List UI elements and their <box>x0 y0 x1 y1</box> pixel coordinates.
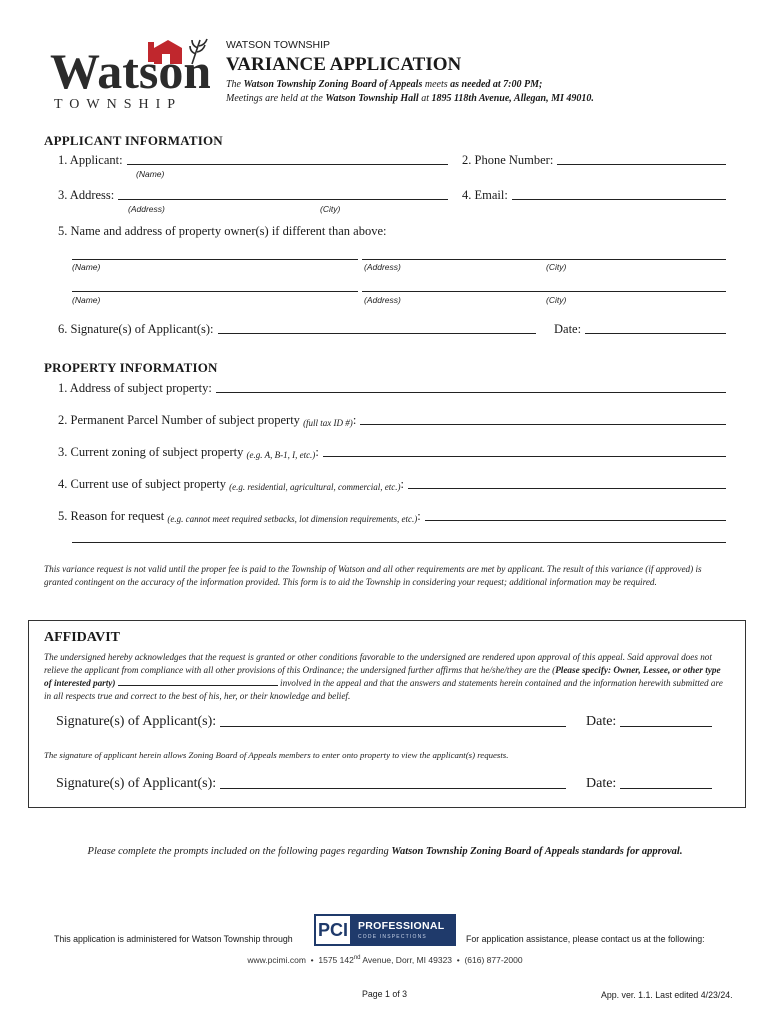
signature-label: 6. Signature(s) of Applicant(s): <box>58 322 214 336</box>
org-name: WATSON TOWNSHIP <box>226 39 331 51</box>
address-field[interactable] <box>58 188 448 203</box>
property-entry-note: The signature of applicant herein allows Zoning Board of Appeals members to enter onto property to view the applicant(s) requests. <box>44 750 509 760</box>
page-number: Page 1 of 3 <box>362 989 407 999</box>
pci-subtitle: CODE INSPECTIONS <box>358 934 427 940</box>
property-address-field[interactable]: 1. Address of subject property: <box>58 381 726 396</box>
email-field[interactable] <box>462 188 726 203</box>
current-zoning-field[interactable]: 3. Current zoning of subject property (e.g. A, B-1, I, etc.) : <box>58 445 726 460</box>
applicant-info-heading: APPLICANT INFORMATION <box>44 133 223 148</box>
owner-name-line-2[interactable] <box>72 291 358 292</box>
assistance-text: For application assistance, please contact us at the following: <box>466 934 705 944</box>
parcel-number-field[interactable]: 2. Permanent Parcel Number of subject property (full tax ID #) : <box>58 413 726 428</box>
property-info-heading: PROPERTY INFORMATION <box>44 360 218 375</box>
affidavit-signature-field-2[interactable]: Signature(s) of Applicant(s): <box>56 776 566 792</box>
owner-prompt: 5. Name and address of property owner(s) if different than above: <box>58 224 387 238</box>
page-title: VARIANCE APPLICATION <box>226 54 462 75</box>
owner-address-line-2[interactable] <box>362 291 726 292</box>
administered-text: This application is administered for Watson Township through <box>54 934 293 944</box>
logo-wordmark: Watson <box>50 43 210 99</box>
date-label: Date: <box>554 322 582 336</box>
address-sublabel: (Address) <box>128 204 165 214</box>
validity-note: This variance request is not valid until the proper fee is paid to the Township of Watson and all other requirements are met by applicant. The result of this variance (if approved) is granted contingent on the accuracy of the information provided. This form is to aid the Township in considering your request; additional information may be required. <box>44 564 702 587</box>
address-label: 3. Address: <box>58 188 115 202</box>
current-use-field[interactable]: 4. Current use of subject property (e.g. residential, agricultural, commercial, etc.) : <box>58 477 726 492</box>
affidavit-text: The undersigned hereby acknowledges that the request is granted or other conditions favorable to the undersigned are rendered upon approval of this appeal. Said approval does not relieve the applicant from compliance with all other provisions of this Ordinance; the undersigned further affirms that he/she/they are the (Please specify: Owner, Lessee, or other type of interested party) involved in the appeal and that the answers and statements herein contained and the information herewith submitted are in all respects true and correct to the best of his, her, or their knowledge and belief. <box>44 652 723 701</box>
website-link[interactable]: www.pcimi.com <box>247 955 306 965</box>
owner-name-line-1[interactable] <box>72 259 358 260</box>
pci-phone: (616) 877-2000 <box>464 955 523 965</box>
pci-mark: PCI <box>314 914 352 946</box>
owner-name-sublabel-2: (Name) <box>72 295 101 305</box>
signature-date-field[interactable] <box>554 322 726 337</box>
watson-township-logo <box>50 34 210 114</box>
affidavit-date-field[interactable]: Date: <box>586 714 712 730</box>
owner-address-sublabel-2: (Address) <box>364 295 401 305</box>
interested-party-line[interactable] <box>118 685 278 686</box>
city-sublabel: (City) <box>320 204 341 214</box>
affidavit-date-field-2[interactable]: Date: <box>586 776 712 792</box>
logo-subword: TOWNSHIP <box>54 97 183 112</box>
pci-logo <box>314 914 456 946</box>
meeting-info-line2: Meetings are held at the Watson Township Hall at 1895 118th Avenue, Allegan, MI 49010. <box>226 93 594 104</box>
logo-graphic <box>50 34 210 114</box>
owner-name-sublabel-1: (Name) <box>72 262 101 272</box>
contact-line: www.pcimi.com • 1575 142nd Avenue, Dorr, MI 49323 • (616) 877-2000 <box>247 955 523 965</box>
owner-address-line-1[interactable] <box>362 259 726 260</box>
phone-number-field[interactable] <box>462 153 726 168</box>
phone-label: 2. Phone Number: <box>462 153 554 167</box>
meeting-info-line1: The Watson Township Zoning Board of Appeals meets as needed at 7:00 PM; <box>226 79 543 90</box>
owner-city-sublabel-2: (City) <box>546 295 567 305</box>
applicant-name-field[interactable] <box>58 153 448 168</box>
owner-city-sublabel-1: (City) <box>546 262 567 272</box>
version-info: App. ver. 1.1. Last edited 4/23/24. <box>601 990 733 1000</box>
name-sublabel: (Name) <box>136 169 165 179</box>
affidavit-signature-field[interactable]: Signature(s) of Applicant(s): <box>56 714 566 730</box>
owner-address-sublabel-1: (Address) <box>364 262 401 272</box>
standards-prompt: Please complete the prompts included on the following pages regarding Watson Township Zoning Board of Appeals standards for approval. <box>87 846 683 857</box>
reason-line-2[interactable] <box>72 542 726 543</box>
pci-address: 1575 142nd Avenue, Dorr, MI 49323 <box>318 955 453 965</box>
applicant-signature-field[interactable] <box>58 322 536 337</box>
email-label: 4. Email: <box>462 188 508 202</box>
pci-wordmark: PROFESSIONAL <box>358 920 445 932</box>
reason-for-request-field[interactable]: 5. Reason for request (e.g. cannot meet required setbacks, lot dimension requirements, etc.) : <box>58 509 726 524</box>
affidavit-heading: AFFIDAVIT <box>44 630 120 645</box>
applicant-label: 1. Applicant: <box>58 153 123 167</box>
